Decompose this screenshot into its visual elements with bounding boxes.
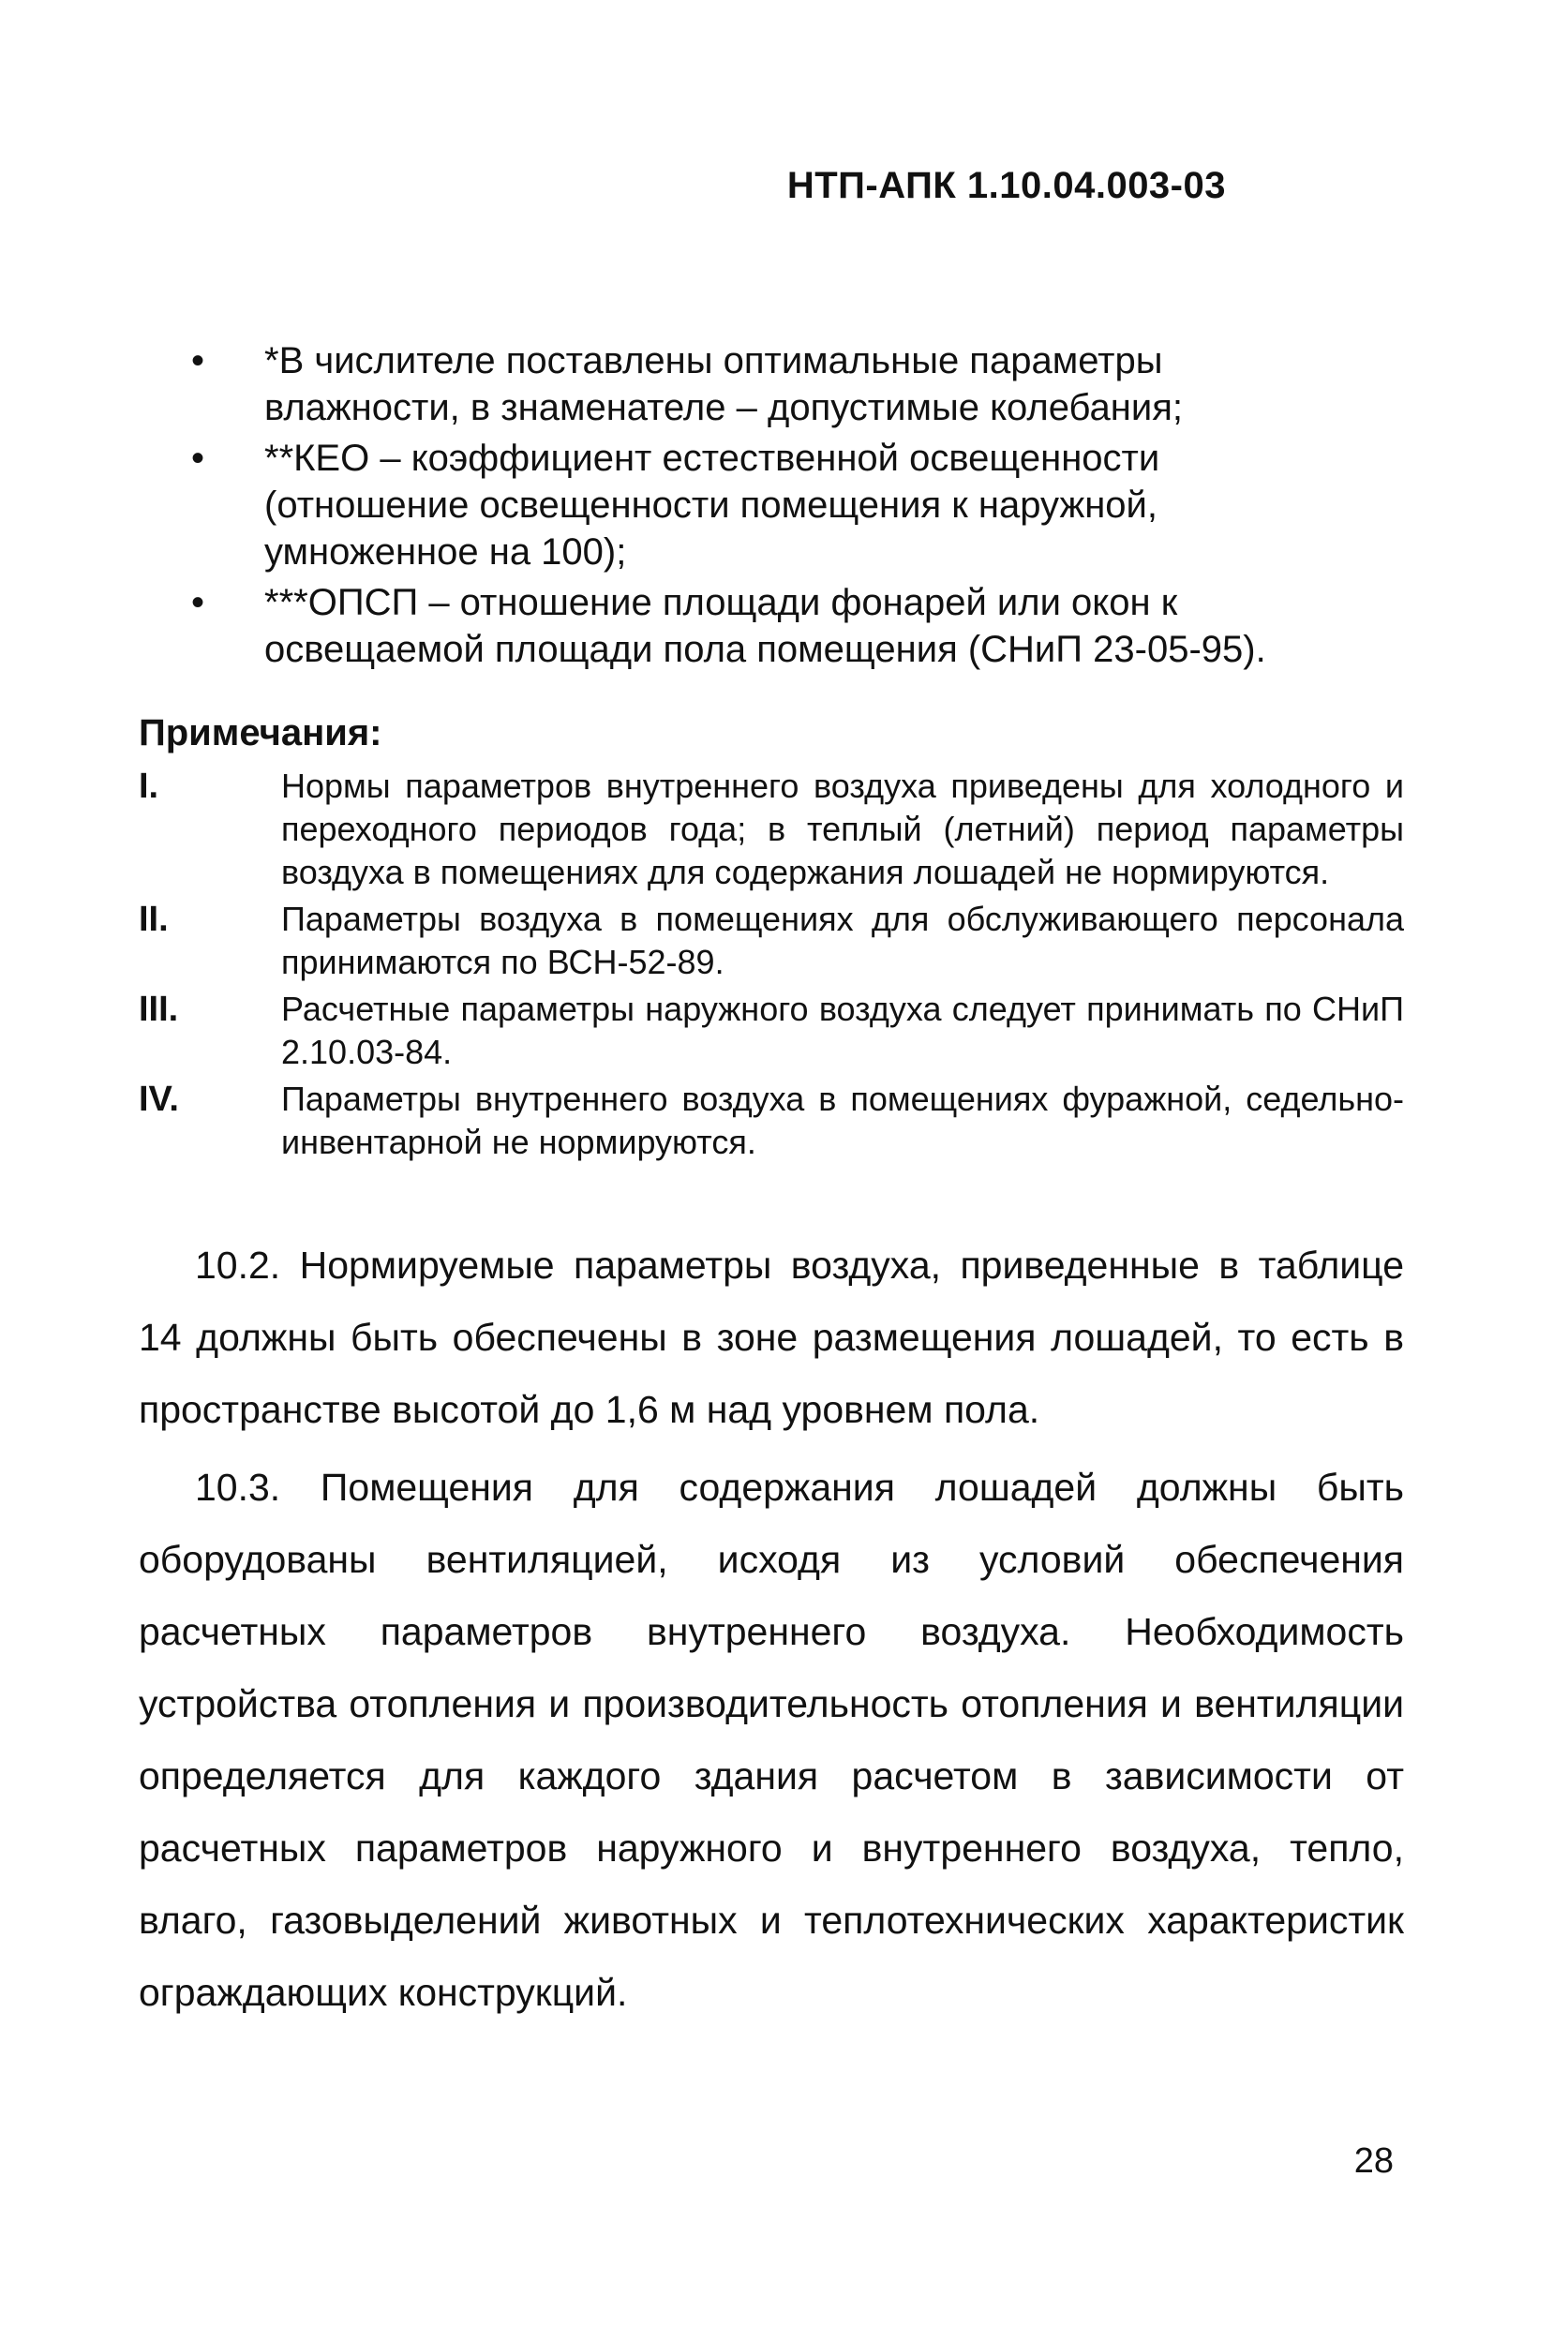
footnote-list <box>178 337 1284 677</box>
paragraph-10-3: 10.3. Помещения для содержания лошадей должны быть оборудованы вентиляцией, исходя из условий обеспечения расчетных параметров внутреннего воздуха. Необходимость устройства отопления и производительность отопления и вентиляции определяется для каждого здания расчетом в зависимости от расчетных параметров наружного и внутреннего воздуха, тепло, влаго, газовыделений животных и теплотехнических характеристик ограждающих конструкций. <box>139 1466 1404 2014</box>
note-text: Параметры внутреннего воздуха в помещениях фуражной, седельно-инвентарной не нормируются. <box>281 1080 1404 1161</box>
notes-heading: Примечания: <box>139 712 382 753</box>
note-item <box>139 765 1404 894</box>
page-number: 28 <box>1353 2141 1394 2181</box>
note-numeral: II. <box>139 900 169 939</box>
note-item <box>139 1078 1404 1164</box>
bullet-icon: • <box>191 582 205 623</box>
note-item <box>139 898 1404 984</box>
bullet-icon: • <box>191 438 205 479</box>
footnote-item <box>178 337 1284 431</box>
note-text: Нормы параметров внутреннего воздуха приведены для холодного и переходного периодов года; в теплый (летний) период параметры воздуха в помещениях для содержания лошадей не нормируются. <box>281 767 1404 891</box>
note-numeral: III. <box>139 990 179 1029</box>
note-numeral: IV. <box>139 1080 179 1119</box>
body-text <box>139 1230 1404 2035</box>
note-item <box>139 988 1404 1074</box>
bullet-icon: • <box>191 340 205 381</box>
note-text: Параметры воздуха в помещениях для обслуживающего персонала принимаются по ВСН-52-89. <box>281 900 1404 981</box>
document-code: НТП-АПК 1.10.04.003-03 <box>786 165 1226 206</box>
paragraph-10-2: 10.2. Нормируемые параметры воздуха, приведенные в таблице 14 должны быть обеспечены в зоне размещения лошадей, то есть в пространстве высотой до 1,6 м над уровнем пола. <box>139 1244 1404 1431</box>
notes-list <box>139 765 1404 1168</box>
footnote-text: **КЕО – коэффициент естественной освещенности (отношение освещенности помещения к наружной, умноженное на 100); <box>264 438 1160 573</box>
footnote-item <box>178 579 1284 673</box>
note-numeral: I. <box>139 767 159 806</box>
footnote-text: *В числителе поставлены оптимальные параметры влажности, в знаменателе – допустимые колебания; <box>264 340 1183 428</box>
footnote-item <box>178 435 1284 575</box>
note-text: Расчетные параметры наружного воздуха следует принимать по СНиП 2.10.03-84. <box>281 990 1404 1071</box>
footnote-text: ***ОПСП – отношение площади фонарей или окон к освещаемой площади пола помещения (СНиП 23-05-95). <box>264 582 1266 670</box>
